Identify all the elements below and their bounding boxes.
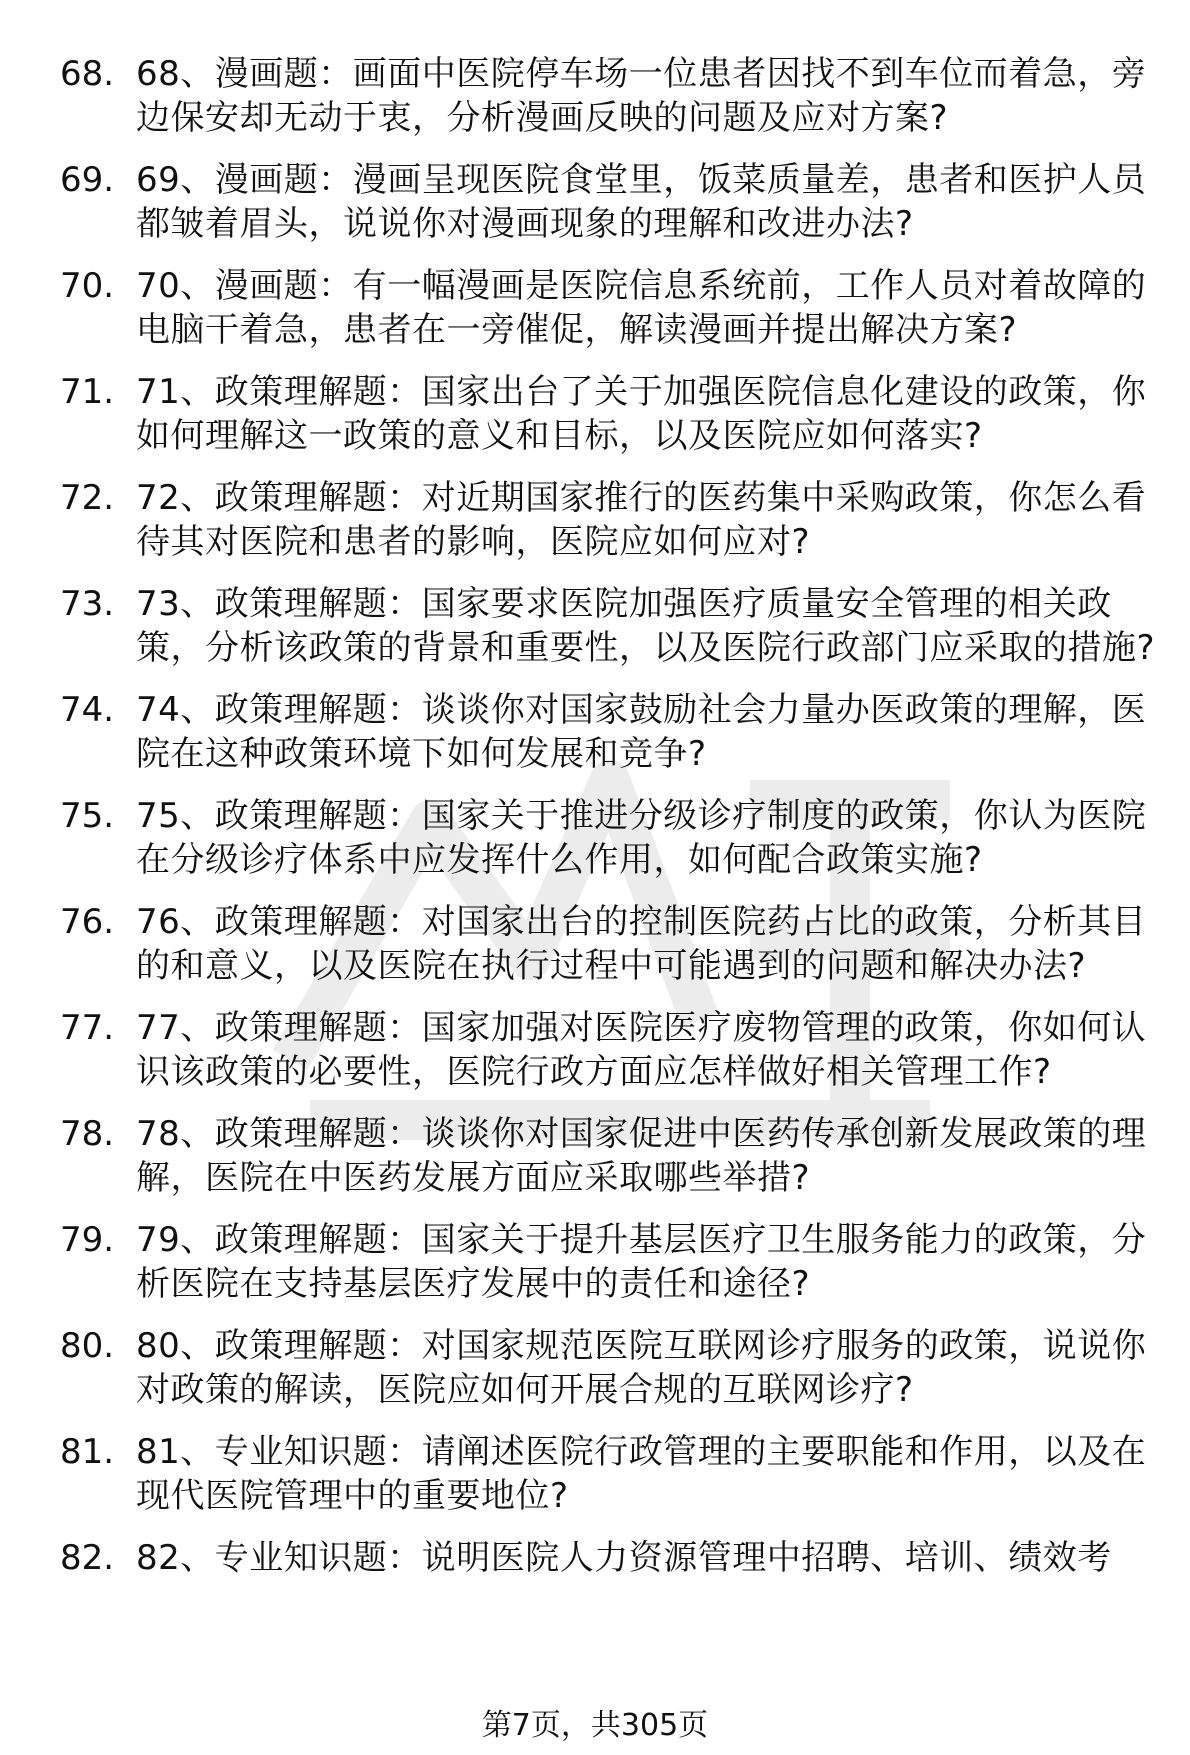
item-text: 69、漫画题：漫画呈现医院食堂里，饭菜质量差，患者和医护人员都皱着眉头，说说你对漫画现象的理解和改进办法? <box>136 160 1147 244</box>
item-number: 81. <box>60 1432 115 1472</box>
item-text: 70、漫画题：有一幅漫画是医院信息系统前，工作人员对着故障的电脑干着急，患者在一旁催促，解读漫画并提出解决方案? <box>136 266 1147 350</box>
list-item <box>60 52 1160 140</box>
list-item <box>60 158 1160 246</box>
list-item <box>60 476 1160 564</box>
item-text: 80、政策理解题：对国家规范医院互联网诊疗服务的政策，说说你对政策的解读，医院应如何开展合规的互联网诊疗? <box>136 1326 1147 1410</box>
page-footer: 第7页，共305页 <box>481 1708 709 1743</box>
list-item <box>60 1536 1160 1580</box>
item-text: 74、政策理解题：谈谈你对国家鼓励社会力量办医政策的理解，医院在这种政策环境下如何发展和竞争? <box>136 690 1147 774</box>
item-text: 72、政策理解题：对近期国家推行的医药集中采购政策，你怎么看待其对医院和患者的影响，医院应如何应对? <box>136 478 1147 562</box>
item-number: 76. <box>60 902 115 942</box>
item-number: 73. <box>60 584 115 624</box>
item-number: 68. <box>60 54 115 94</box>
item-number: 69. <box>60 160 115 200</box>
item-text: 82、专业知识题：说明医院人力资源管理中招聘、培训、绩效考 <box>136 1538 1112 1578</box>
question-list <box>60 52 1160 1598</box>
item-text: 68、漫画题：画面中医院停车场一位患者因找不到车位而着急，旁边保安却无动于衷，分析漫画反映的问题及应对方案? <box>136 54 1147 138</box>
item-text: 71、政策理解题：国家出台了关于加强医院信息化建设的政策，你如何理解这一政策的意义和目标，以及医院应如何落实? <box>136 372 1147 456</box>
item-number: 82. <box>60 1538 115 1578</box>
item-number: 75. <box>60 796 115 836</box>
item-text: 76、政策理解题：对国家出台的控制医院药占比的政策，分析其目的和意义，以及医院在执行过程中可能遇到的问题和解决办法? <box>136 902 1147 986</box>
item-number: 74. <box>60 690 115 730</box>
item-number: 71. <box>60 372 115 412</box>
list-item <box>60 1112 1160 1200</box>
item-text: 78、政策理解题：谈谈你对国家促进中医药传承创新发展政策的理解，医院在中医药发展方面应采取哪些举措? <box>136 1114 1147 1198</box>
list-item <box>60 1218 1160 1306</box>
item-number: 70. <box>60 266 115 306</box>
list-item <box>60 688 1160 776</box>
item-text: 75、政策理解题：国家关于推进分级诊疗制度的政策，你认为医院在分级诊疗体系中应发挥什么作用，如何配合政策实施? <box>136 796 1147 880</box>
item-number: 79. <box>60 1220 115 1260</box>
item-text: 77、政策理解题：国家加强对医院医疗废物管理的政策，你如何认识该政策的必要性，医院行政方面应怎样做好相关管理工作? <box>136 1008 1147 1092</box>
list-item <box>60 582 1160 670</box>
item-number: 77. <box>60 1008 115 1048</box>
list-item <box>60 1324 1160 1412</box>
list-item <box>60 370 1160 458</box>
list-item <box>60 900 1160 988</box>
item-text: 81、专业知识题：请阐述医院行政管理的主要职能和作用，以及在现代医院管理中的重要地位? <box>136 1432 1147 1516</box>
list-item <box>60 794 1160 882</box>
list-item <box>60 264 1160 352</box>
item-text: 79、政策理解题：国家关于提升基层医疗卫生服务能力的政策，分析医院在支持基层医疗发展中的责任和途径? <box>136 1220 1147 1304</box>
list-item <box>60 1006 1160 1094</box>
list-item <box>60 1430 1160 1518</box>
item-number: 72. <box>60 478 115 518</box>
item-number: 78. <box>60 1114 115 1154</box>
item-number: 80. <box>60 1326 115 1366</box>
item-text: 73、政策理解题：国家要求医院加强医疗质量安全管理的相关政策，分析该政策的背景和重要性，以及医院行政部门应采取的措施? <box>136 584 1156 668</box>
